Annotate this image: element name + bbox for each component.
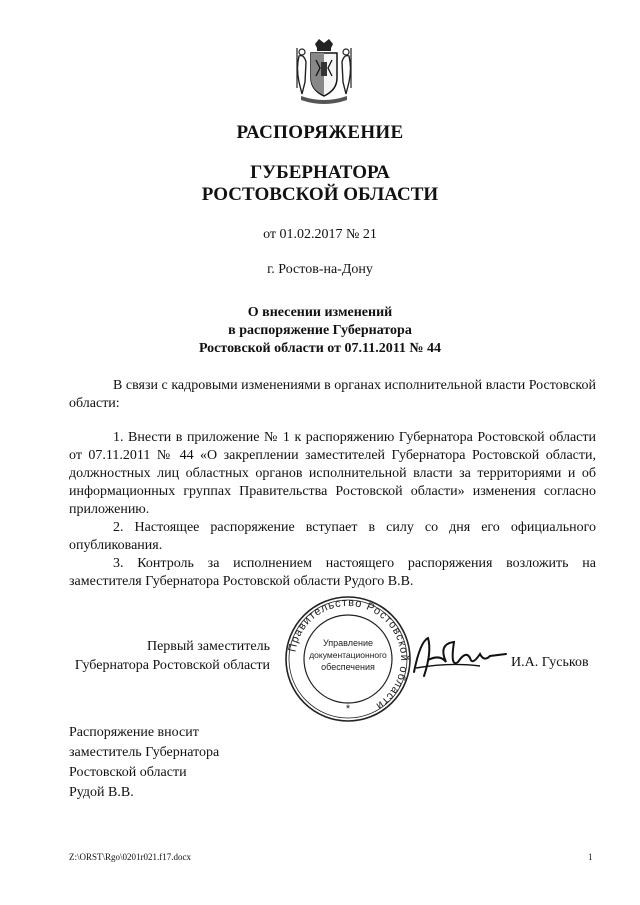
author-line1: Распоряжение вносит	[69, 725, 199, 740]
footer-page-number: 1	[588, 852, 593, 862]
date-and-number: от 01.02.2017 № 21	[263, 227, 377, 242]
signatory-name: И.А. Гуськов	[511, 655, 589, 670]
items-list	[69, 429, 596, 591]
subject-line1: О внесении изменений	[247, 305, 393, 320]
author-line3: Ростовской области	[69, 765, 187, 780]
author-line2: заместитель Губернатора	[69, 745, 220, 760]
seal-inner-line1: Управление	[322, 638, 374, 648]
seal-star: *	[345, 703, 351, 715]
issuer-title-line2: РОСТОВСКОЙ ОБЛАСТИ	[201, 184, 439, 205]
subject-line2: в распоряжение Губернатора	[228, 323, 412, 338]
signatory-position-line1: Первый заместитель	[146, 639, 270, 654]
seal-inner-line2: документационного	[309, 650, 387, 660]
seal-inner-line3: обеспечения	[321, 662, 375, 672]
seal-ring-text: Правительство Ростовской области	[286, 596, 411, 713]
author-block	[69, 723, 219, 803]
official-seal	[283, 594, 413, 724]
subject-line3: Ростовской области от 07.11.2011 № 44	[198, 341, 442, 356]
signatory-position	[60, 637, 270, 675]
issuer-title-line1: ГУБЕРНАТОРА	[250, 162, 390, 183]
item-2: 2. Настоящее распоряжение вступает в силу со дня его официального опубликования.	[69, 520, 596, 553]
city: г. Ростов-на-Дону	[267, 262, 373, 277]
coat-of-arms-icon	[293, 38, 355, 106]
handwritten-signature-icon	[410, 632, 510, 686]
footer-file-path: Z:\ORST\Rgo\0201r021.f17.docx	[69, 852, 191, 862]
item-1: 1. Внести в приложение № 1 к распоряжению Губернатора Ростовской области от 07.11.2011 № 44 «О закреплении заместителей Губернатора Ростовской области, должностных лиц областных органов исполнительной власти за территориями и об информационных группах Правительства Ростовской области» изменения согласно приложению.	[69, 430, 596, 517]
author-line4: Рудой В.В.	[69, 785, 134, 800]
document-type-title: РАСПОРЯЖЕНИЕ	[236, 122, 404, 143]
signatory-position-line2: Губернатора Ростовской области	[74, 658, 270, 673]
intro-paragraph: В связи с кадровыми изменениями в органах исполнительной власти Ростовской области:	[69, 378, 596, 411]
item-3: 3. Контроль за исполнением настоящего распоряжения возложить на заместителя Губернатора Ростовской области Рудого В.В.	[69, 556, 596, 589]
intro-paragraph-block	[69, 377, 596, 413]
